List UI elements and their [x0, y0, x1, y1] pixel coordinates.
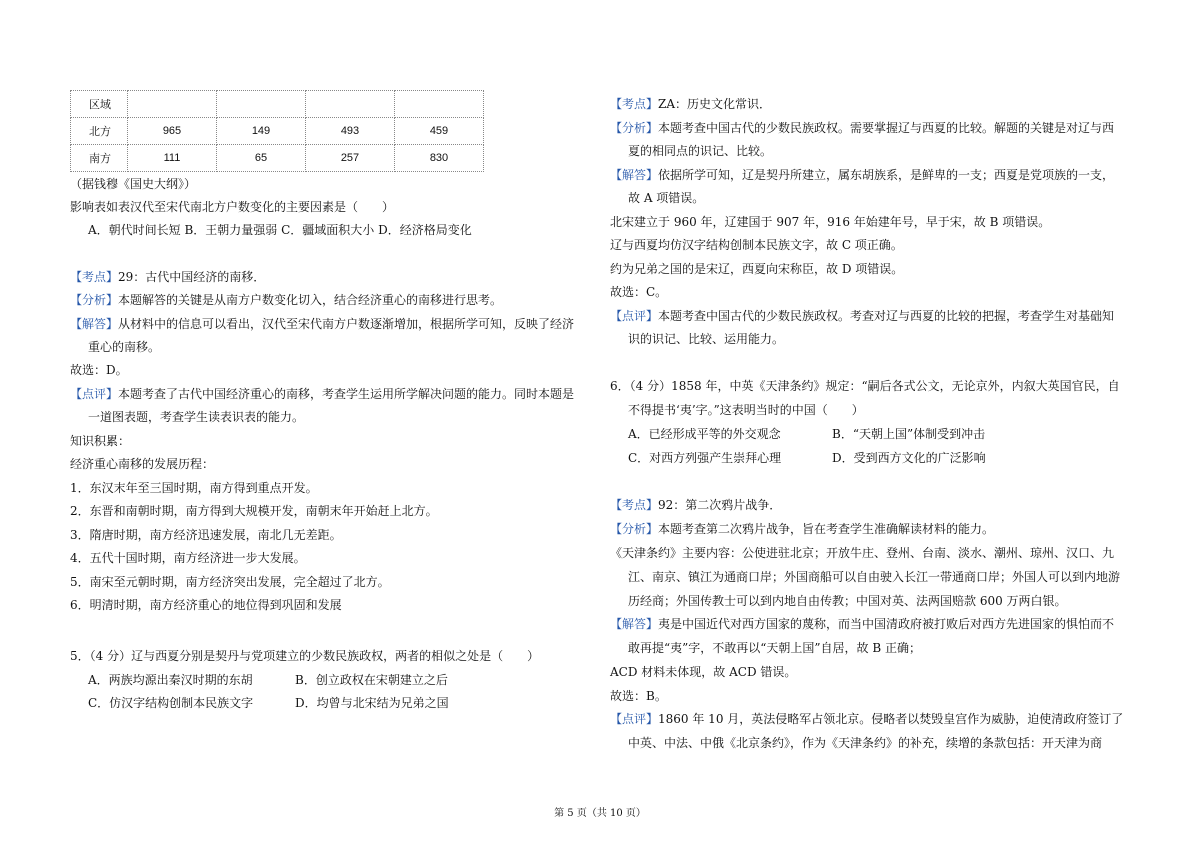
dianping-tag: 【点评】 [70, 387, 119, 401]
list-item: 2．东晋和南朝时期，南方得到大规模开发，南朝末年开始赶上北方。 [70, 504, 438, 518]
kaodian [610, 497, 781, 513]
answer: 故选：B。 [610, 689, 667, 703]
kaodian [610, 96, 771, 112]
table-cell: 北方 [71, 118, 128, 145]
fenxi-text: 本题考查第二次鸦片战争，旨在考查学生准确解读材料的能力。 [658, 522, 995, 536]
kaodian-text: 92：第二次鸦片战争． [658, 498, 782, 512]
table-row [71, 145, 484, 172]
jieda-text: 依据所学可知，辽是契丹所建立，属东胡族系，是鲜卑的一支；西夏是党项族的一支， [658, 168, 1115, 182]
dianping-text: 本题考查中国古代的少数民族政权。考查对辽与西夏的比较的把握，考查学生对基础知 [658, 309, 1115, 323]
question-5-stem: 5．（4 分）辽与西夏分别是契丹与党项建立的少数民族政权，两者的相似之处是（ ） [70, 649, 540, 663]
kaodian-tag: 【考点】 [610, 498, 659, 512]
kaodian-text: ZA：历史文化常识． [658, 97, 772, 111]
option-d: D．受到西方文化的广泛影响 [832, 451, 986, 465]
question-options: A．朝代时间长短 B．王朝力量强弱 C．疆域面积大小 D．经济格局变化 [88, 223, 472, 237]
table-row [71, 91, 484, 118]
table-source: （据钱穆《国史大纲》） [70, 177, 197, 191]
jieda-tag: 【解答】 [70, 317, 119, 331]
table-cell: 965 [128, 118, 217, 145]
option-b: B．“天朝上国”体制受到冲击 [832, 427, 986, 441]
dianping-text-cont: 识的识记、比较、运用能力。 [628, 332, 785, 346]
fenxi-text: 本题考查中国古代的少数民族政权。需要掌握辽与西夏的比较。解题的关键是对辽与西 [658, 121, 1115, 135]
knowledge-heading: 知识积累： [70, 434, 131, 448]
dianping-text: 本题考查了古代中国经济重心的南移，考查学生运用所学解决问题的能力。同时本题是 [118, 387, 575, 401]
dianping-text-cont: 一道图表题，考查学生读表识表的能力。 [88, 410, 305, 424]
jieda [610, 616, 1114, 632]
table-cell [395, 91, 484, 118]
paragraph: 约为兄弟之国的是宋辽，西夏向宋称臣，故 D 项错误。 [610, 262, 904, 276]
table-cell [217, 91, 306, 118]
table-cell [306, 91, 395, 118]
list-item: 3．隋唐时期，南方经济迅速发展，南北几无差距。 [70, 528, 342, 542]
table-cell: 493 [306, 118, 395, 145]
fenxi-text: 本题解答的关键是从南方户数变化切入，结合经济重心的南移进行思考。 [118, 293, 503, 307]
kaodian-tag: 【考点】 [70, 270, 119, 284]
table-cell: 149 [217, 118, 306, 145]
dianping [610, 711, 1123, 727]
fenxi [610, 521, 994, 537]
jieda-text: 从材料中的信息可以看出，汉代至宋代南方户数逐渐增加，根据所学可知，反映了经济 [118, 317, 575, 331]
option-c: C．对西方列强产生崇拜心理 [628, 451, 782, 465]
jieda-text-cont: 敢再提“夷”字，不敢再以“天朝上国”自居，故 B 正确； [628, 641, 921, 655]
kaodian-tag: 【考点】 [610, 97, 659, 111]
jieda-text-cont: 故 A 项错误。 [628, 191, 705, 205]
jieda-text-cont: 重心的南移。 [88, 340, 161, 354]
question-6-stem-cont: 不得提书‘夷’字。”这表明当时的中国（ ） [628, 403, 864, 417]
table-cell: 459 [395, 118, 484, 145]
fenxi [610, 120, 1114, 136]
answer: 故选：C。 [610, 285, 668, 299]
household-table [70, 90, 484, 172]
kaodian-text: 29：古代中国经济的南移． [118, 270, 266, 284]
paragraph: 《天津条约》主要内容：公使进驻北京；开放牛庄、登州、台南、淡水、潮州、琼州、汉口、九 [610, 546, 1115, 560]
jieda [610, 167, 1114, 183]
dianping-tag: 【点评】 [610, 712, 659, 726]
fenxi-tag: 【分析】 [610, 121, 659, 135]
page-footer: 第 5 页（共 10 页） [554, 808, 646, 819]
table-cell: 111 [128, 145, 217, 172]
option-a: A．两族均源出秦汉时期的东胡 [88, 673, 253, 687]
table-cell: 257 [306, 145, 395, 172]
jieda-tag: 【解答】 [610, 168, 659, 182]
list-item: 1．东汉末年至三国时期，南方得到重点开发。 [70, 481, 318, 495]
fenxi-tag: 【分析】 [610, 522, 659, 536]
paragraph: 辽与西夏均仿汉字结构创制本民族文字，故 C 项正确。 [610, 238, 903, 252]
jieda-tag: 【解答】 [610, 617, 659, 631]
jieda-text: 夷是中国近代对西方国家的蔑称，而当中国清政府被打败后对西方先进国家的惧怕而不 [658, 617, 1115, 631]
table-cell: 65 [217, 145, 306, 172]
option-d: D．均曾与北宋结为兄弟之国 [295, 696, 449, 710]
paragraph: 江、南京、镇江为通商口岸；外国商船可以自由驶入长江一带通商口岸；外国人可以到内地游 [628, 570, 1121, 584]
dianping [610, 308, 1114, 324]
dianping-text-cont: 中英、中法、中俄《北京条约》，作为《天津条约》的补充，续增的条款包括：开天津为商 [628, 736, 1103, 750]
option-b: B．创立政权在宋朝建立之后 [295, 673, 448, 687]
question-stem: 影响表如表汉代至宋代南北方户数变化的主要因素是（ ） [70, 200, 395, 214]
table-cell: 南方 [71, 145, 128, 172]
dianping [70, 386, 574, 402]
knowledge-subheading: 经济重心南移的发展历程： [70, 457, 215, 471]
list-item: 4．五代十国时期，南方经济进一步大发展。 [70, 551, 306, 565]
fenxi-text-cont: 夏的相同点的识记、比较。 [628, 144, 773, 158]
table-cell [128, 91, 217, 118]
fenxi-tag: 【分析】 [70, 293, 119, 307]
answer: 故选：D。 [70, 363, 128, 377]
dianping-tag: 【点评】 [610, 309, 659, 323]
table-cell: 830 [395, 145, 484, 172]
option-a: A．已经形成平等的外交观念 [628, 427, 781, 441]
fenxi [70, 292, 502, 308]
paragraph: ACD 材料未体现，故 ACD 错误。 [610, 665, 797, 679]
table-cell: 区域 [71, 91, 128, 118]
dianping-text: 1860 年 10 月，英法侵略军占领北京。侵略者以焚毁皇宫作为威胁，迫使清政府签订了 [658, 712, 1124, 726]
question-6-stem: 6．（4 分）1858 年，中英《天津条约》规定：“嗣后各式公文，无论京外，内叙大英国官民，自 [610, 379, 1120, 393]
jieda [70, 316, 574, 332]
option-c: C．仿汉字结构创制本民族文字 [88, 696, 254, 710]
list-item: 6．明清时期，南方经济重心的地位得到巩固和发展 [70, 598, 342, 612]
list-item: 5．南宋至元朝时期，南方经济突出发展，完全超过了北方。 [70, 575, 390, 589]
table-row [71, 118, 484, 145]
paragraph: 北宋建立于 960 年，辽建国于 907 年，916 年始建年号，早于宋，故 B 项错误。 [610, 215, 1051, 229]
kaodian [70, 269, 265, 285]
paragraph: 历经商；外国传教士可以到内地自由传教；中国对英、法两国赔款 600 万两白银。 [628, 594, 1067, 608]
